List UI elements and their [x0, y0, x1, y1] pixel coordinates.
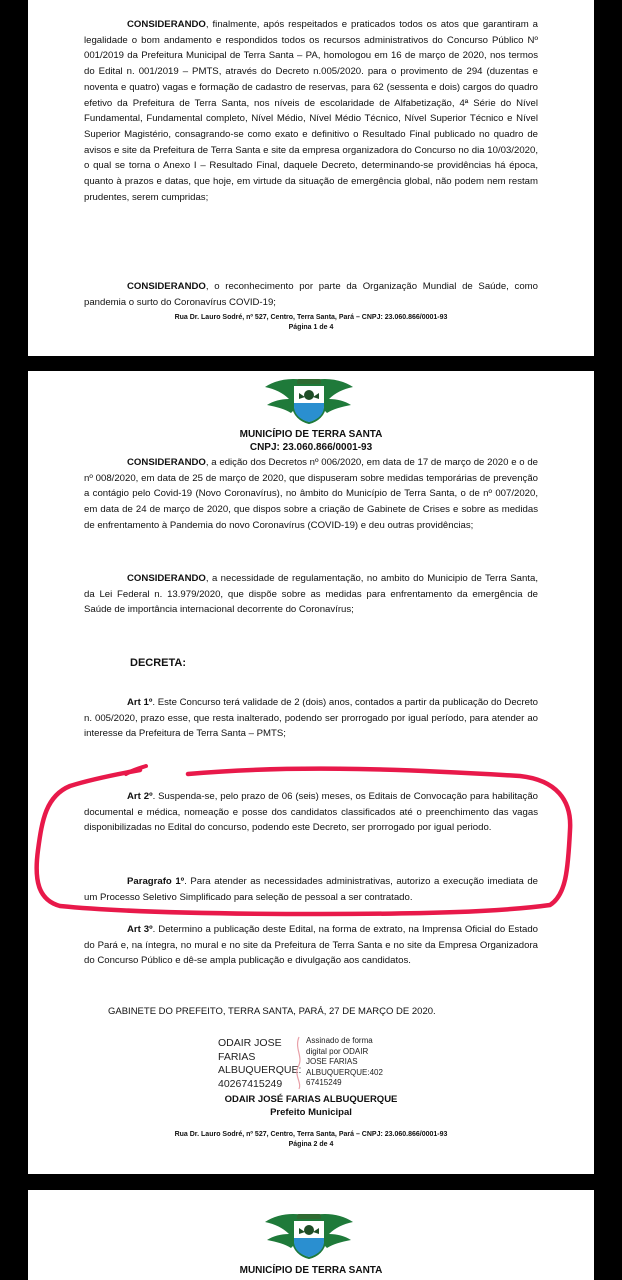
article-label: Art 2º	[127, 791, 153, 802]
paragraph-text: , a edição dos Decretos nº 006/2020, em data de 17 de março de 2020 e o de nº 008/2020, em data de 25 de março de 2020, que dispuseram sobre medidas temporárias de prevenção a contágio pelo Covid-19 (Novo Coronavírus), no âmbito do Município de Terra Santa, o de nº 007/2020, em data de 24 de março de 2020, que dispos sobre a criação de Gabinete de Crises e sobre as medidas de enfrentamento à Pandemia do novo Coronavírus (COVID-19) e deu outras providências;	[84, 457, 538, 531]
paragraph-text: , finalmente, após respeitados e praticados todos os atos que garantiram a legalidade o bom andamento e respondidos todos os recursos administrativos do Concurso Público Nº 001/2019 da Prefeitura Municipal de Terra Santa – PA, homologou em 16 de março de 2020, nos termos do Edital n. 001/2019 – PMTS, através do Decreto n.005/2020. para o provimento de 294 (duzentas e noventa e quatro) vagas e formação de cadastro de reservas, para 62 (sessenta e dois) cargos do quadro efetivo da Prefeitura de Terra Santa, nos níveis de escolaridade de Alfabetização, 4ª Série do Nível Fundamental, Fundamental completo, Nível Médio, Nível Médio Técnico, Nível Superior Técnico e Nível Superior Magistério, consagrando-se como exato e definitivo o Resultado Final publicado no quadro de avisos e site da Prefeitura de Terra Santa e site da empresa organizadora do Concurso no dia 10/03/2020, o qual se torna o Anexo I – Resultado Final, daquele Decreto, determinando-se providências há época, quanto à prazos e datas, que hoje, em virtude da situação de emergência global, não podem nem restam prudentes, serem cumpridas;	[84, 19, 538, 203]
footer-page-number: Página 1 de 4	[288, 324, 334, 331]
municipal-coat-of-arms-icon	[263, 1210, 355, 1260]
digital-signature-line: ALBUQUERQUE:402	[306, 1067, 383, 1077]
signer-block	[28, 1093, 594, 1119]
paragrafo-1	[84, 874, 538, 905]
document-page-1	[28, 0, 594, 356]
signature-name-line: 40267415249	[218, 1077, 283, 1090]
decreta-heading: DECRETA:	[130, 657, 187, 669]
article-text: . Este Concurso terá validade de 2 (dois) anos, contados a partir da publicação do Decreto n. 005/2020, prazo esse, que resta inalterado, podendo ser prorrogado por igual período, para atender ao interesse da Prefeitura de Terra Santa – PMTS;	[84, 697, 538, 740]
gabinete-date-line: GABINETE DO PREFEITO, TERRA SANTA, PARÁ, 27 DE MARÇO DE 2020.	[108, 1006, 436, 1017]
footer-page-number: Página 2 de 4	[288, 1141, 334, 1148]
considerando-label: CONSIDERANDO	[127, 457, 206, 468]
digital-signature-line: 67415249	[306, 1078, 342, 1087]
article-2	[84, 789, 538, 836]
considerando-label: CONSIDERANDO	[127, 573, 206, 584]
page-footer	[28, 313, 594, 333]
municipality-name: MUNICÍPIO DE TERRA SANTA	[239, 429, 383, 440]
paragraph-text: , o reconhecimento por parte da Organização Mundial de Saúde, como pandemia o surto do Coronavírus COVID-19;	[84, 281, 538, 308]
signer-name: ODAIR JOSÉ FARIAS ALBUQUERQUE	[224, 1094, 398, 1105]
signature-name-line: ODAIR JOSE	[218, 1037, 282, 1049]
paragraph-considerando-decretos	[84, 455, 538, 534]
signature-name-block	[218, 1037, 301, 1091]
municipality-name: MUNICÍPIO DE TERRA SANTA	[239, 1265, 383, 1276]
footer-address: Rua Dr. Lauro Sodré, nº 527, Centro, Terra Santa, Pará – CNPJ: 23.060.866/0001-93	[174, 314, 448, 321]
signature-stroke-icon	[292, 1035, 306, 1091]
paragraph-considerando-regulamentacao	[84, 571, 538, 618]
article-text: . Determino a publicação deste Edital, na forma de extrato, na Imprensa Oficial do Estado do Pará e, na íntegra, no mural e no site da Prefeitura de Terra Santa e no site da Empresa Organizadora do Concurso Público e dê-se ampla publicação e divulgação aos candidatos.	[84, 924, 538, 967]
digital-signature-line: digital por ODAIR	[306, 1046, 369, 1056]
paragraph-considerando-oms	[84, 279, 538, 310]
footer-address: Rua Dr. Lauro Sodré, nº 527, Centro, Terra Santa, Pará – CNPJ: 23.060.866/0001-93	[174, 1131, 448, 1138]
digital-signature-line: JOSE FARIAS	[306, 1057, 358, 1066]
paragrafo-text: . Para atender as necessidades administrativas, autorizo a execução imediata de um Processo Seletivo Simplificado para seleção de pessoal a ser contratado.	[84, 876, 538, 903]
municipal-coat-of-arms-icon	[263, 375, 355, 425]
article-text: . Suspenda-se, pelo prazo de 06 (seis) meses, os Editais de Convocação para habilitação documental e médica, nomeação e posse dos candidatos classificados até o preenchimento das vagas disponibilizadas no Edital do concurso, podendo este Decreto, ser prorrogado por igual periodo.	[84, 791, 538, 834]
document-page-2	[28, 371, 594, 1174]
document-page-3	[28, 1190, 594, 1280]
page-footer	[28, 1130, 594, 1150]
considerando-label: CONSIDERANDO	[127, 281, 206, 292]
article-1	[84, 695, 538, 742]
article-label: Art 1º	[127, 697, 153, 708]
signature-name-line: ALBUQUERQUE:	[218, 1064, 302, 1076]
municipality-header	[28, 428, 594, 454]
paragraph-text: , a necessidade de regulamentação, no ambito do Municipio de Terra Santa, da Lei Federal n. 13.979/2020, que dispõe sobre as medidas para enfrentamento da emergência de Saúde de importância internacional decorrente do Coronavírus;	[84, 573, 538, 616]
digital-signature-stamp	[306, 1036, 383, 1089]
considerando-label: CONSIDERANDO	[127, 19, 206, 30]
paragraph-considerando-final	[84, 17, 538, 205]
paragrafo-label: Paragrafo 1º	[127, 876, 185, 887]
article-3	[84, 922, 538, 969]
digital-signature-line: Assinado de forma	[306, 1036, 373, 1045]
article-label: Art 3º	[127, 924, 153, 935]
signature-name-line: FARIAS	[218, 1050, 256, 1063]
municipality-cnpj: CNPJ: 23.060.866/0001-93	[249, 442, 373, 453]
signer-role: Prefeito Municipal	[270, 1107, 352, 1118]
